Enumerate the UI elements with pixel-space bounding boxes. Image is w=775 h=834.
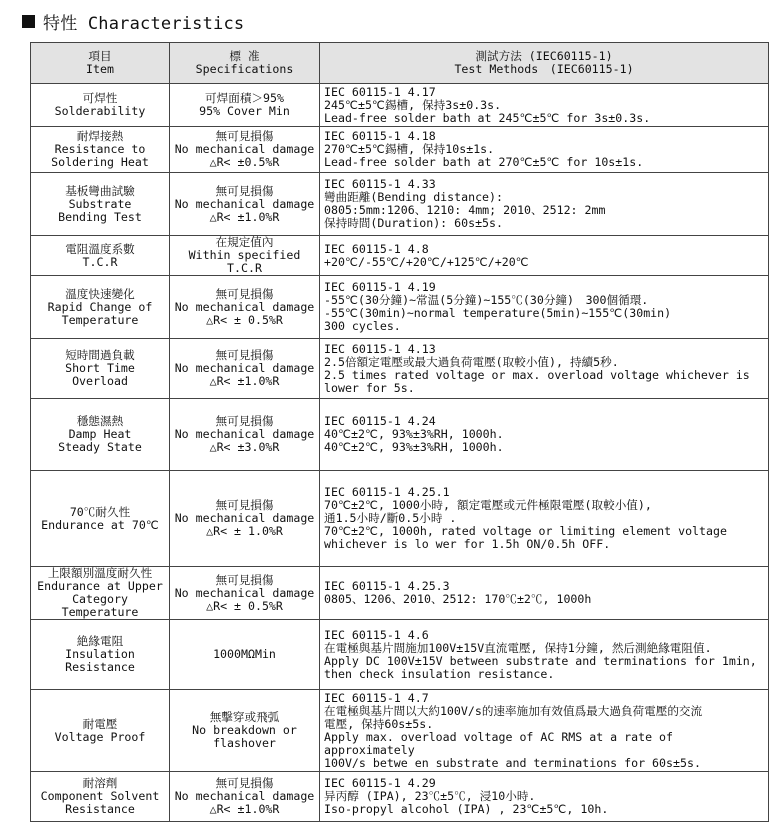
spec-cell: 無可見損傷 No mechanical damage △R< ± 0.5%R [170,567,320,620]
table-row [31,127,769,173]
table-row [31,471,769,567]
item-cell: 絶緣電阻 Insulation Resistance [31,620,170,690]
section-title-text: 特性 Characteristics [43,13,245,34]
spec-cell: 無可見損傷 No mechanical damage △R< ± 0.5%R [170,276,320,339]
method-cell: IEC 60115-1 4.33 彎曲距離(Bending distance): 0805:5mm:1206、1210: 4mm; 2010、2512: 2mm 保持時間(Duration): 60s±5s. [320,173,769,236]
item-cell: 溫度快速變化 Rapid Change of Temperature [31,276,170,339]
method-cell: IEC 60115-1 4.25.1 70℃±2℃, 1000小時, 額定電壓或元件極限電壓(取較小值), 通1.5小時/斷0.5小時 . 70℃±2℃, 1000h, rated voltage or limiting element voltage whichever is lo wer for 1.5h ON/0.5h OFF. [320,471,769,567]
table-row [31,772,769,822]
method-cell: IEC 60115-1 4.29 异丙醇 (IPA), 23℃±5℃, 浸10小時. Iso-propyl alcohol (IPA) , 23℃±5℃, 10h. [320,772,769,822]
item-cell: 穩態濕熱 Damp Heat Steady State [31,399,170,471]
method-cell: IEC 60115-1 4.19 -55℃(30分鐘)~常温(5分鐘)~155℃(30分鐘) 300個循環. -55℃(30min)~normal temperature(5min)~155℃(30min) 300 cycles. [320,276,769,339]
item-cell: 基板彎曲試驗 Substrate Bending Test [31,173,170,236]
spec-cell: 無可見損傷 No mechanical damage △R< ±0.5%R [170,127,320,173]
table-row [31,690,769,772]
item-cell: 耐溶劑 Component Solvent Resistance [31,772,170,822]
table-row [31,620,769,690]
item-cell: 電阻溫度系數 T.C.R [31,236,170,276]
table-row [31,84,769,127]
spec-cell: 無可見損傷 No mechanical damage △R< ±3.0%R [170,399,320,471]
spec-cell: 無擊穿或飛弧 No breakdown or flashover [170,690,320,772]
item-cell: 70℃耐久性 Endurance at 70℃ [31,471,170,567]
item-cell: 短時間過負載 Short Time Overload [31,339,170,399]
square-bullet-icon [22,15,35,28]
method-cell: IEC 60115-1 4.17 245℃±5℃錫槽, 保持3s±0.3s. Lead-free solder bath at 245℃±5℃ for 3s±0.3s. [320,84,769,127]
method-cell: IEC 60115-1 4.6 在電極與基片間施加100V±15V直流電壓, 保持1分鐘, 然后測絶緣電阻值. Apply DC 100V±15V between substrate and terminations for 1min, then check insulation resistance. [320,620,769,690]
table-row [31,339,769,399]
item-cell: 上限額別溫度耐久性 Endurance at Upper Category Temperature [31,567,170,620]
item-cell: 可焊性 Solderability [31,84,170,127]
method-cell: IEC 60115-1 4.18 270℃±5℃錫槽, 保持10s±1s. Lead-free solder bath at 270℃±5℃ for 10s±1s. [320,127,769,173]
spec-cell: 在規定值內 Within specified T.C.R [170,236,320,276]
spec-cell: 無可見損傷 No mechanical damage △R< ±1.0%R [170,339,320,399]
spec-cell: 無可見損傷 No mechanical damage △R< ±1.0%R [170,772,320,822]
method-cell: IEC 60115-1 4.13 2.5倍額定電壓或最大過負荷電壓(取較小值), 持續5秒. 2.5 times rated voltage or max. overload voltage whichever is lower for 5s. [320,339,769,399]
section-title [22,8,244,34]
spec-cell: 1000MΩMin [170,620,320,690]
table-row [31,399,769,471]
spec-cell: 無可見損傷 No mechanical damage △R< ±1.0%R [170,173,320,236]
item-cell: 耐焊接熱 Resistance to Soldering Heat [31,127,170,173]
item-cell: 耐電壓 Voltage Proof [31,690,170,772]
header-specifications: 標 准 Specifications [170,43,320,84]
spec-cell: 無可見損傷 No mechanical damage △R< ± 1.0%R [170,471,320,567]
method-cell: IEC 60115-1 4.7 在電極與基片間以大約100V/s的速率施加有效值爲最大過負荷電壓的交流 電壓, 保持60s±5s. Apply max. overload voltage of AC RMS at a rate of approximately 100V/s betwe en substrate and terminations for 60s±5s. [320,690,769,772]
table-row [31,567,769,620]
method-cell: IEC 60115-1 4.8 +20℃/-55℃/+20℃/+125℃/+20℃ [320,236,769,276]
spec-cell: 可焊面積＞95% 95% Cover Min [170,84,320,127]
method-cell: IEC 60115-1 4.24 40℃±2℃, 93%±3%RH, 1000h. 40℃±2℃, 93%±3%RH, 1000h. [320,399,769,471]
header-item: 項目 Item [31,43,170,84]
header-test-methods: 測試方法 (IEC60115-1) Test Methods (IEC60115-1) [320,43,769,84]
table-row [31,276,769,339]
method-cell: IEC 60115-1 4.25.3 0805、1206、2010、2512: 170℃±2℃, 1000h [320,567,769,620]
table-row [31,236,769,276]
table-header-row [31,43,769,84]
table-row [31,173,769,236]
characteristics-table [30,42,769,822]
